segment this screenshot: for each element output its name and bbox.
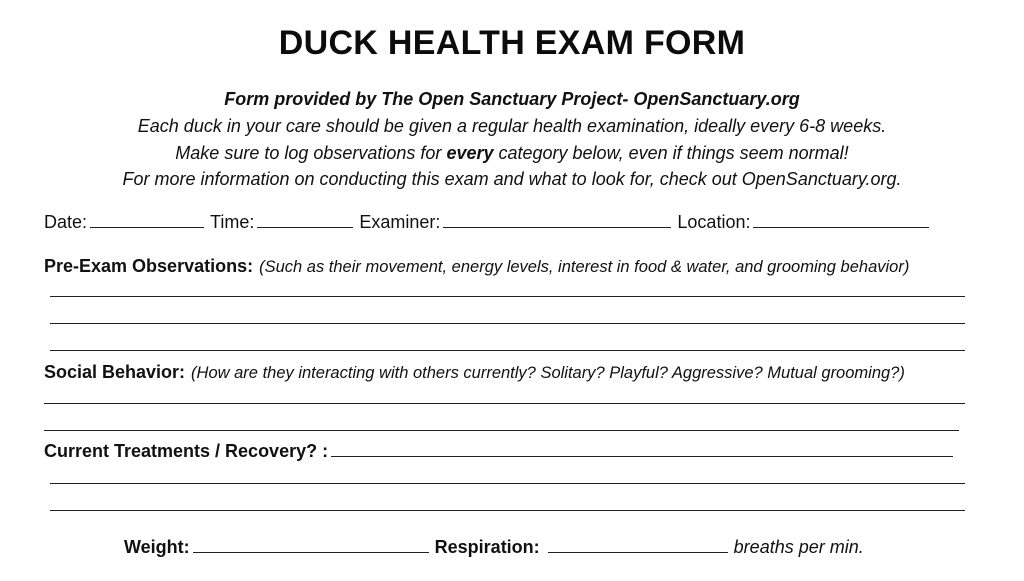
social-hint: (How are they interacting with others currently? Solitary? Playful? Aggressive? Mutual grooming?) <box>191 364 905 382</box>
examiner-field[interactable] <box>443 227 671 228</box>
intro-line3-emphasis: every <box>446 143 494 163</box>
vitals-row <box>124 537 864 558</box>
time-field[interactable] <box>257 227 353 228</box>
social-line-1[interactable] <box>44 403 965 404</box>
header-fields-row <box>44 212 935 233</box>
weight-field[interactable] <box>193 552 429 553</box>
location-label: Location: <box>677 212 751 232</box>
form-title: DUCK HEALTH EXAM FORM <box>278 24 746 62</box>
time-label: Time: <box>210 212 255 232</box>
respiration-label: Respiration: <box>434 537 540 557</box>
treatments-field[interactable] <box>331 456 953 457</box>
intro-line-frequency: Each duck in your care should be given a regular health examination, ideally every 6-8 weeks. <box>137 116 887 136</box>
respiration-field[interactable] <box>548 552 728 553</box>
pre-exam-line-1[interactable] <box>50 296 965 297</box>
pre-exam-label: Pre-Exam Observations: <box>44 256 254 276</box>
intro-line3-post: category below, even if things seem normal! <box>493 143 849 163</box>
location-field[interactable] <box>753 227 929 228</box>
treatments-line-2[interactable] <box>50 510 965 511</box>
weight-label: Weight: <box>124 537 190 557</box>
social-label: Social Behavior: <box>44 362 186 382</box>
treatments-label: Current Treatments / Recovery? : <box>44 441 329 461</box>
treatments-heading <box>44 441 959 462</box>
date-label: Date: <box>44 212 88 232</box>
social-heading <box>44 362 905 383</box>
pre-exam-hint: (Such as their movement, energy levels, interest in food & water, and grooming behavior) <box>259 258 910 276</box>
pre-exam-line-3[interactable] <box>50 350 965 351</box>
provided-by-line: Form provided by The Open Sanctuary Project- OpenSanctuary.org <box>224 89 800 109</box>
intro-line-more-info: For more information on conducting this exam and what to look for, check out OpenSanctuary.org. <box>122 169 902 189</box>
treatments-line-1[interactable] <box>50 483 965 484</box>
intro-line3-pre: Make sure to log observations for <box>175 143 447 163</box>
examiner-label: Examiner: <box>359 212 441 232</box>
intro-line-every-category <box>0 143 1024 164</box>
respiration-unit: breaths per min. <box>733 537 864 557</box>
pre-exam-line-2[interactable] <box>50 323 965 324</box>
pre-exam-heading <box>44 256 909 277</box>
date-field[interactable] <box>90 227 204 228</box>
social-line-2[interactable] <box>44 430 959 431</box>
